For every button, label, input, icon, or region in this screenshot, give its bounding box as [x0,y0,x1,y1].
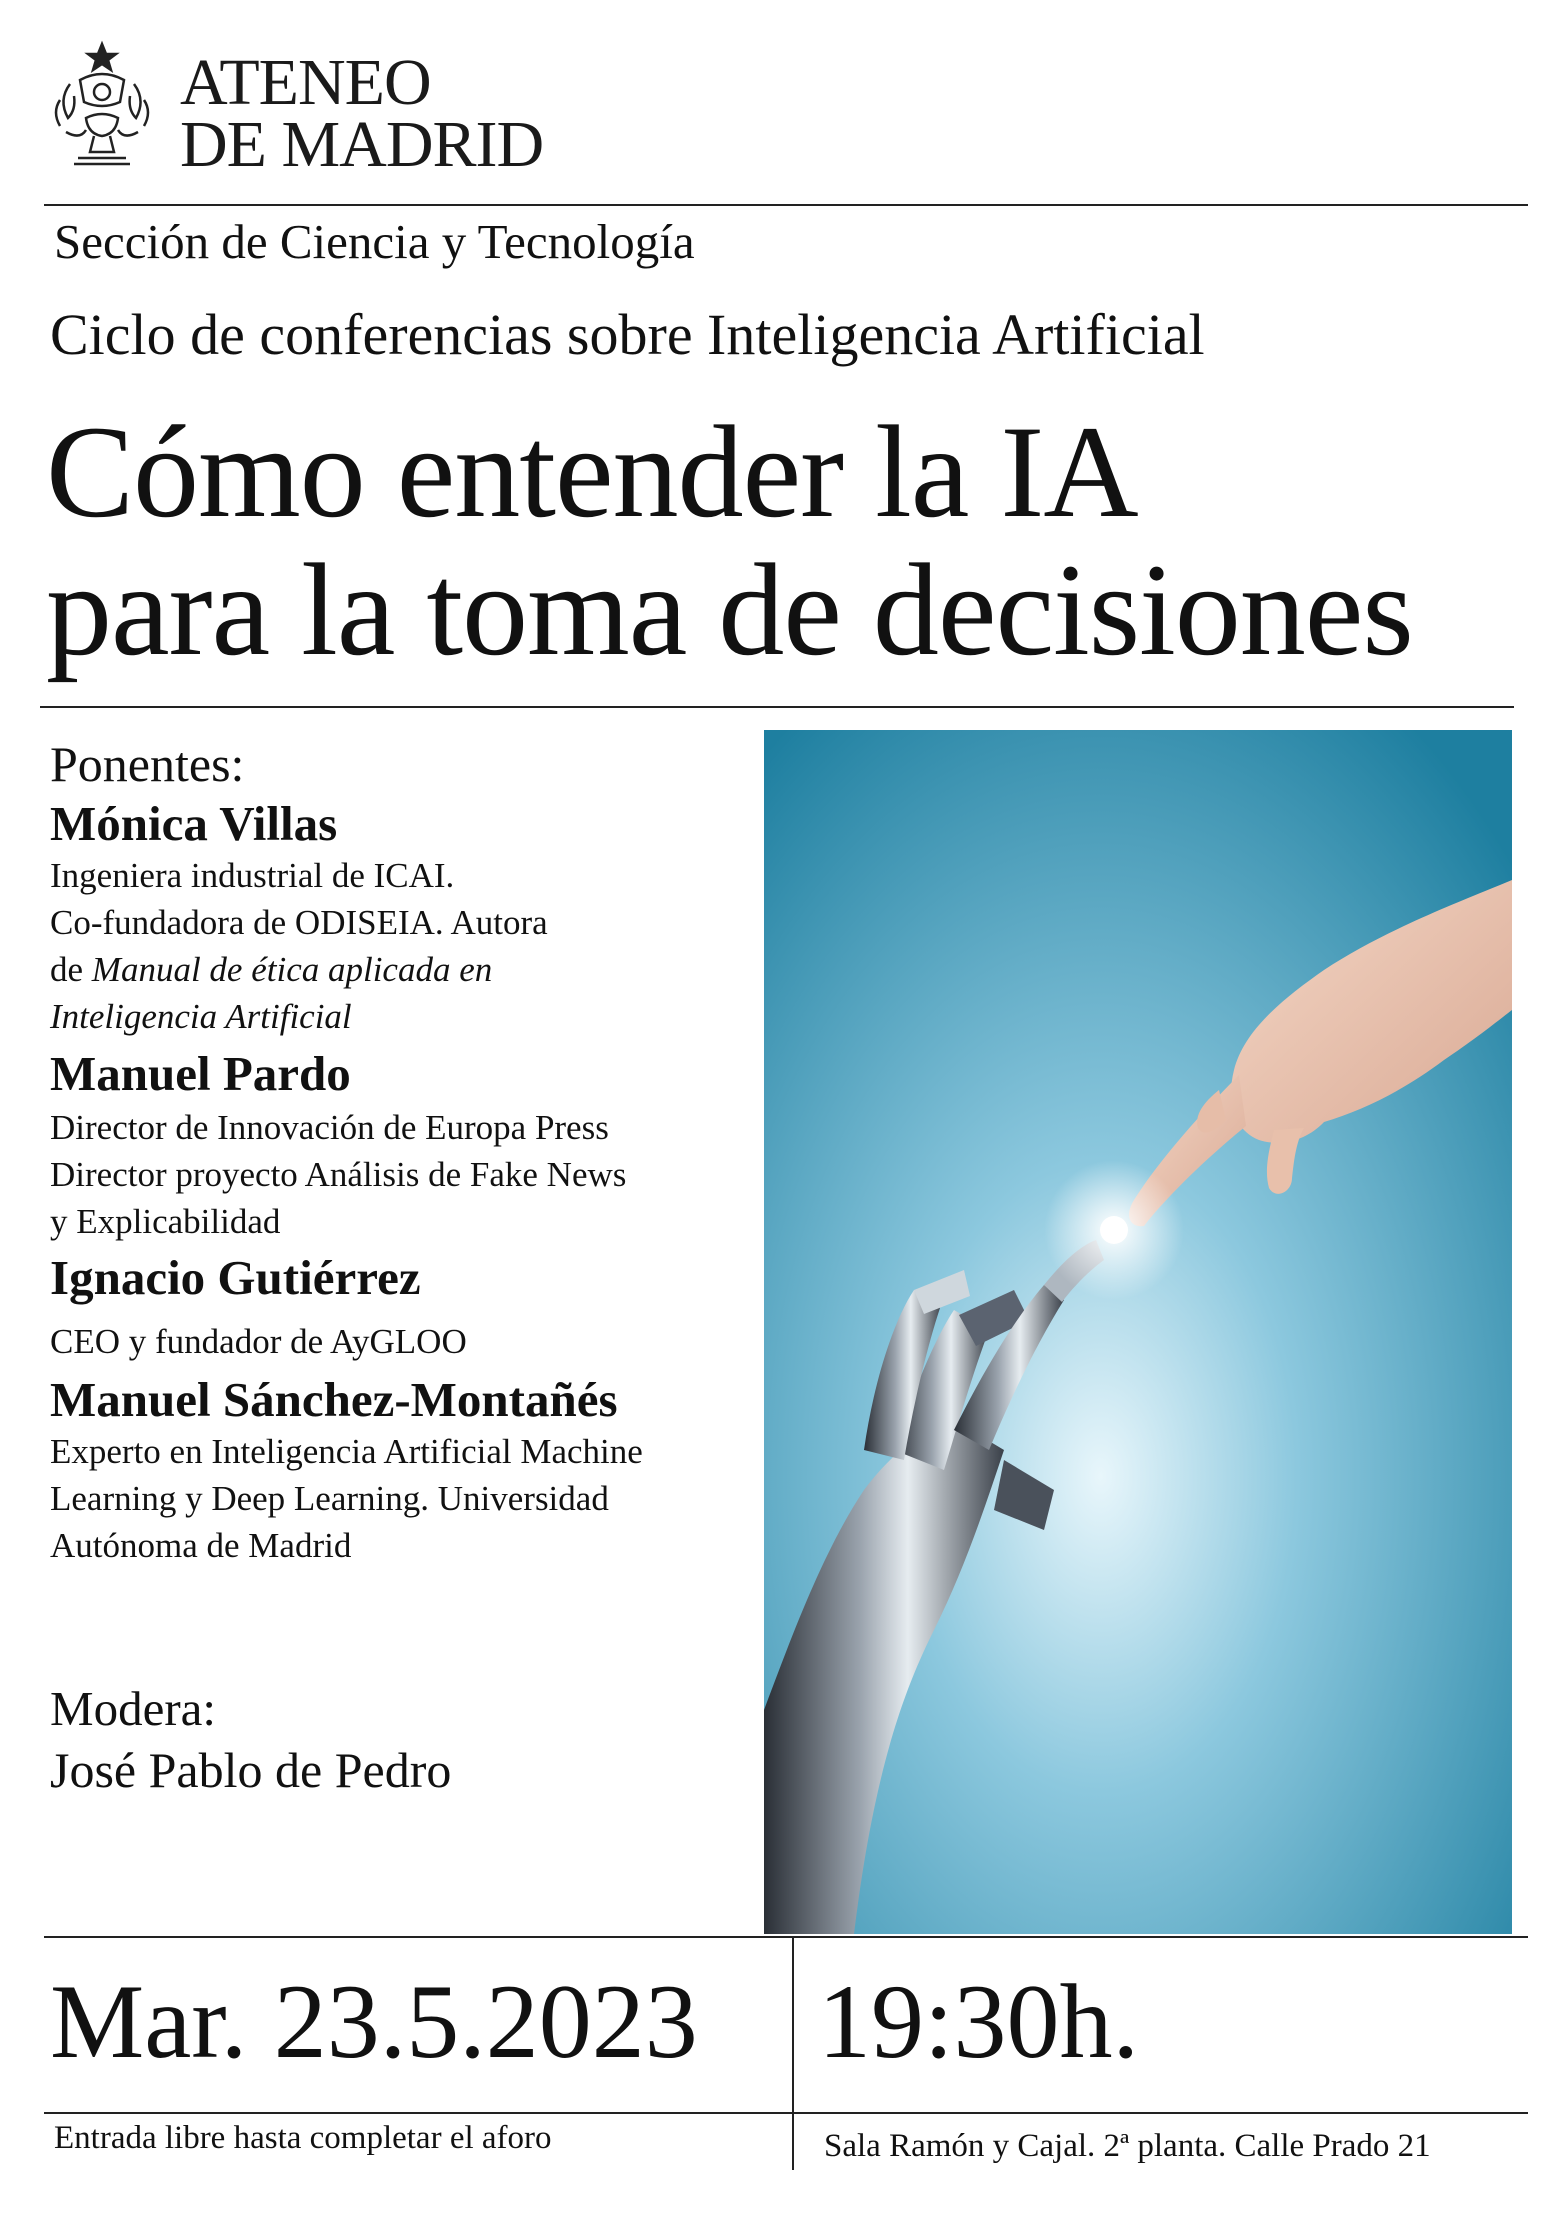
speaker-description: CEO y fundador de AyGLOO [50,1322,467,1361]
hero-photo [764,730,1512,1934]
speaker-name: Ignacio Gutiérrez [50,1250,421,1305]
entry-note: Entrada libre hasta completar el aforo [54,2120,552,2156]
header-divider [44,204,1528,206]
title-divider [40,706,1514,708]
speaker-description: Ingeniera industrial de ICAI. Co-fundadora de ODISEIA. Autora de Manual de ética aplicada en Inteligencia Artificial [50,856,548,1036]
speaker-name: Manuel Pardo [50,1046,351,1101]
footer-divider-top [44,1936,1528,1938]
moderator-name: José Pablo de Pedro [50,1742,452,1798]
speakers-label: Ponentes: [50,736,245,792]
ateneo-crest-icon [50,40,154,170]
speaker-name: Manuel Sánchez-Montañés [50,1372,618,1427]
moderator-label: Modera: [50,1681,216,1736]
speaker-description: Experto en Inteligencia Artificial Machine Learning y Deep Learning. Universidad Autónoma de Madrid [50,1432,643,1565]
event-venue: Sala Ramón y Cajal. 2ª planta. Calle Prado 21 [824,2128,1431,2164]
cycle-name: Ciclo de conferencias sobre Inteligencia Artificial [50,302,1205,367]
org-name-line2: DE MADRID [180,108,544,181]
footer-column-divider [792,1936,794,2170]
section-name: Sección de Ciencia y Tecnología [54,214,695,269]
footer-divider-bottom [44,2112,1528,2114]
speaker-description: Director de Innovación de Europa Press Director proyecto Análisis de Fake News y Explicabilidad [50,1108,627,1241]
event-date: Mar. 23.5.2023 [50,1963,698,2080]
event-time: 19:30h. [818,1963,1139,2080]
speaker-name: Mónica Villas [50,796,338,851]
page-title-line2: para la toma de decisiones [46,536,1413,683]
page-title-line1: Cómo entender la IA [46,398,1138,545]
org-name-line1: ATENEO [180,46,431,119]
